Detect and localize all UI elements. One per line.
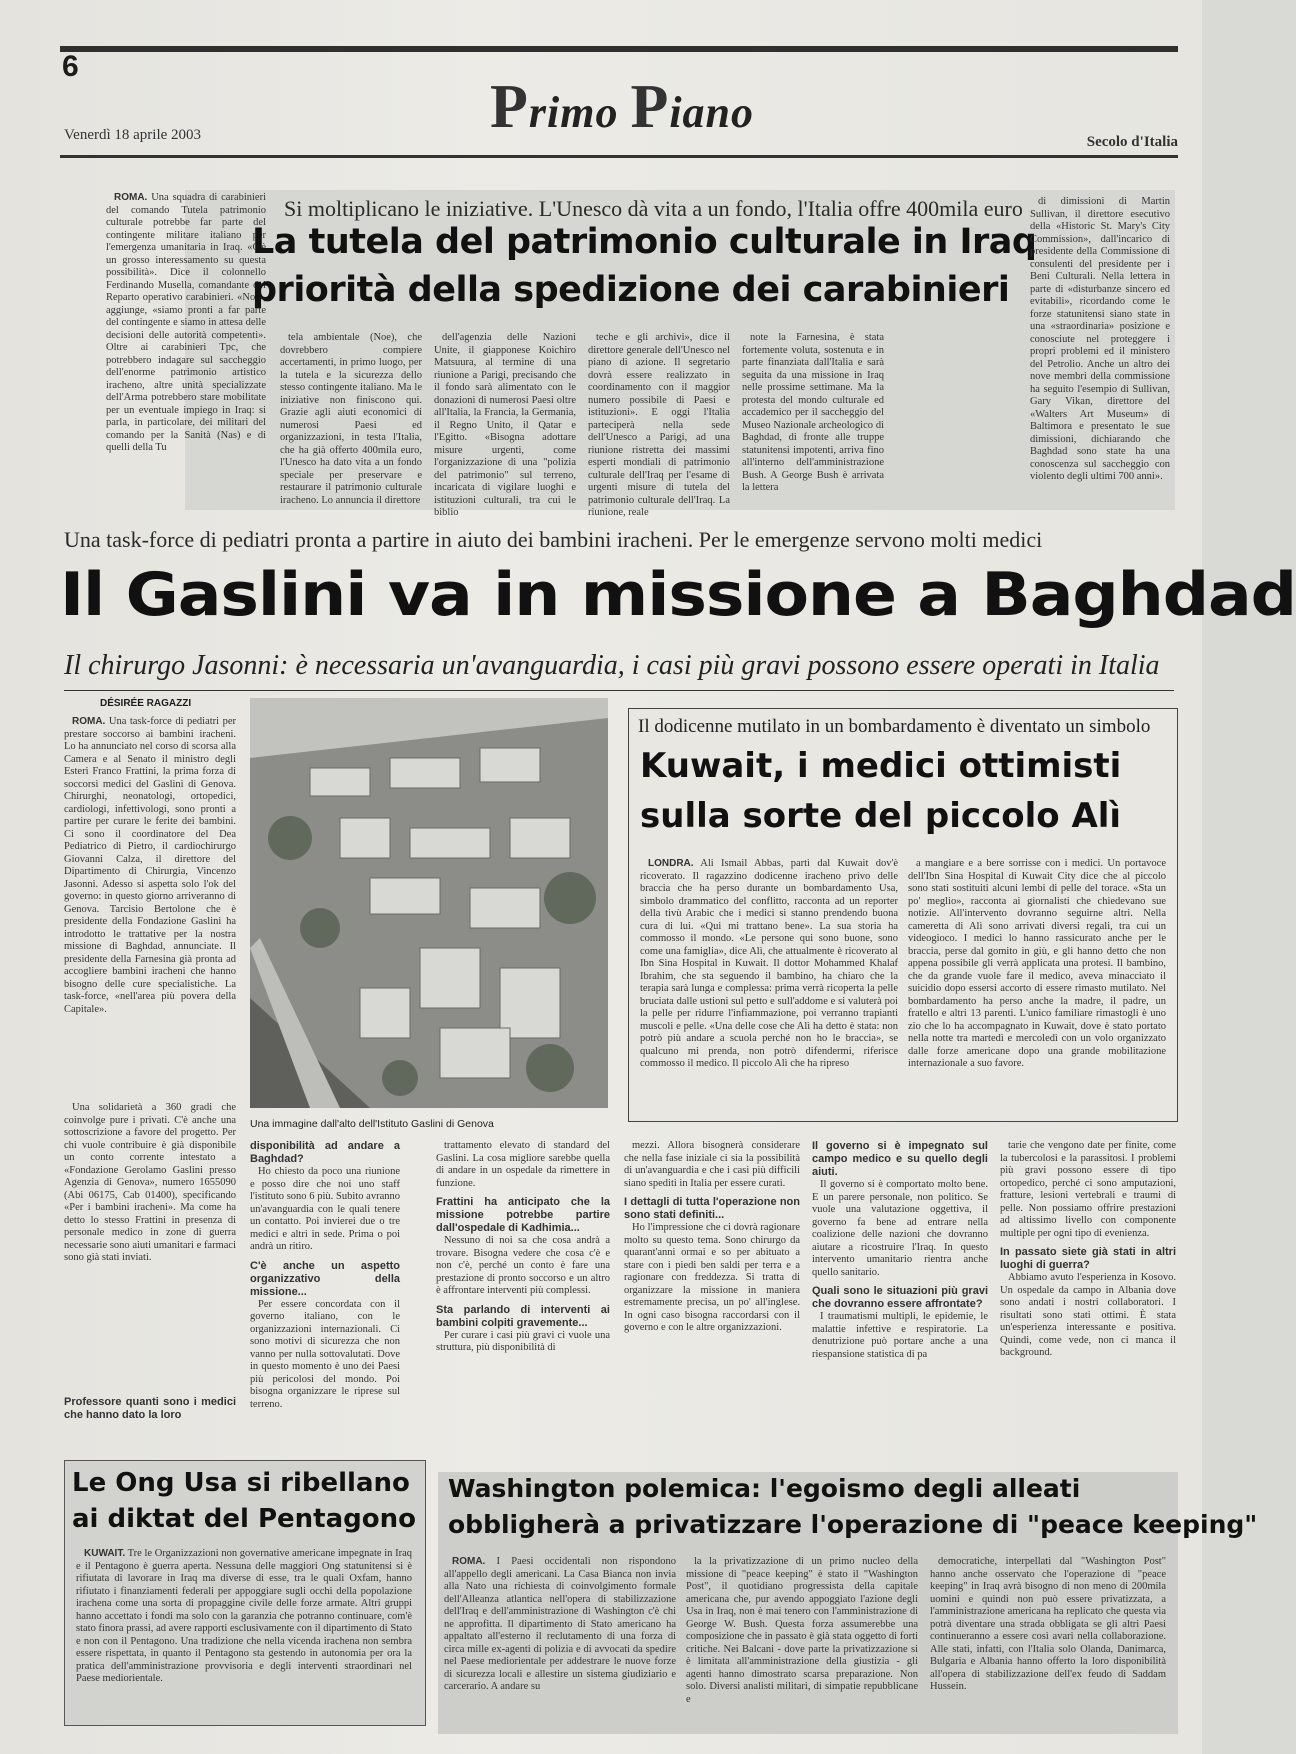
- header-rule: [60, 155, 1178, 158]
- answer-7: I traumatismi multipli, le epidemie, le malattie infettive e respiratorie. La denutrizione può portare anche a una riespansione statistica di pa: [812, 1311, 988, 1360]
- story5-lead: ROMA.: [452, 1556, 486, 1567]
- story1-text-left: Una squadra di carabinieri del comando Tutela patrimonio culturale potrebbe far parte del contingente militare italiano per l'emergenza umanitaria in Iraq. «C'è un grosso interessamento su questa possibilità». Dice il colonnello Ferdinando Musella, comandante del Reparto operativo carabinieri. «Noi», aggiunge, «siamo pronti a far parte del contingente e siamo in attesa delle decisioni delle autorità competenti». Oltre ai carabinieri Tpc, che potrebbero indagare sul saccheggio dell'enorme patrimonio artistico iracheno, altre unità specializzate dell'Arma potrebbero stare mobilitate per un eventuale impiego in Iraq: si parla, in particolare, dei militari del comando per la Sanità (Nas) e di quelli della Tu: [106, 192, 267, 453]
- question-5: I dettagli di tutta l'operazione non sono stati definiti...: [624, 1196, 800, 1221]
- question-6: Il governo si è impegnato sul campo medico e su quello degli aiuti.: [812, 1140, 988, 1178]
- story4-text: Tre le Organizzazioni non governative americane impegnate in Iraq e il Pentagono è guerra aperta. Nessuna delle maggiori Ong statunitensi si è rifiutata di lavorare in Iraq ma diverse di esse, tra le quali Oxfam, hanno rifiutato i finanziamenti federali per appoggiare sugli occhi della popolazione irachena come una sorta di propaggine civile delle forze armate. Altri gruppi hanno accettato i fondi ma solo con la garanzia che potranno continuare, com'è stato finora prassi, ad avere rapporti esclusivamente con il dipartimento di Stato e non con il Pentagono. Una tradizione che nella vicenda irachena non sembra essere rispettata, in quanto il Pentagono sta gestendo in autonomia per ora la pratica dell'amministrazione provvisoria e degli interventi straordinari nel Paese mediorientale.: [76, 1548, 412, 1684]
- story1-text-3: dell'agenzia delle Nazioni Unite, il giapponese Koichiro Matsuura, al termine di una riunione a Parigi, precisando che il fondo sarà alimentato con le donazioni di numerosi Paesi oltre all'Italia, la Francia, la Germania, il Regno Unito, il Qatar e l'Egitto. «Bisogna adottare misure urgenti, come l'organizzazione di una "polizia del patrimonio" sul terreno, incaricata di vigilare luoghi e istituzioni culturali, tra cui le biblio: [434, 332, 576, 518]
- story5-text-1: I Paesi occidentali non rispondono all'appello degli americani. La Casa Bianca non invia alla Nato una richiesta di coinvolgimento formale dell'Alleanza atlantica nell'opera di stabilizzazione dell'Iraq e dell'amministrazione di Washington c'è chi ne approfitta. Il dipartimento di Stato americano ha appaltato all'esterno il reclutamento di una forza di circa mille ex-agenti di polizia e di avvocati da spedire nel Paese mediorientale per addestrare le nuove forze di sicurezza locali e allestire un sistema giudiziario e carcerario. A andare su: [444, 1556, 676, 1692]
- story3-headline-1: Kuwait, i medici ottimisti: [640, 746, 1122, 786]
- question-1: Professore quanti sono i medici che hanno dato la loro: [64, 1396, 236, 1421]
- story1-text-6: di dimissioni di Martin Sullivan, il direttore esecutivo della «Historic St. Mary's City Commission», dall'incarico di presidente della Commissione di consulenti del presidente per i Beni Culturali. Nella lettera in parte di «disturbanze sincero ed evitabili», ricordando come le forze statunitensi siano state in una «straordinaria» posizione e conosciute nel proteggere i propri problemi ed il ministero del Petrolio. Anche un altro dei nove membri della commissione ha seguito l'esempio di Sullivan, Gary Vikan, direttore del «Walters Art Museum» di Baltimora e presentato le sue dimissioni, dichiarando che Baghdad sono state ha una conoscenza sul saccheggio con violento degli ultimi 700 anni».: [1030, 196, 1170, 482]
- story4-headline-1: Le Ong Usa si ribellano: [72, 1468, 410, 1498]
- story2-qa-col-5: [812, 1140, 988, 1430]
- section-initial-2: P: [630, 73, 670, 141]
- answer-3: Nessuno di noi sa che cosa andrà a trovare. Bisogna vedere che cosa c'è e non c'è, perché un conto è fare una prestazione di pronto soccorso e un altro è affrontare interventi più complessi.: [436, 1235, 610, 1296]
- story1-col-left: [106, 192, 266, 514]
- story4-headline-2: ai diktat del Pentagono: [72, 1504, 417, 1534]
- story1-headline-2: priorità della spedizione dei carabinieri: [252, 270, 1010, 310]
- section-word-2: iano: [669, 88, 755, 137]
- story5-text-2: la la privatizzazione di un primo nucleo della missione di "peace keeping" è stato il "Washington Post", il quotidiano progressista della capitale americana che, pur avendo appoggiato l'azione degli Usa in Iraq, non è mai tenero con l'amministrazione di George W. Bush. Questa forza assumerebbe una composizione che in passato è già stata oggetto di forti critiche. Nei Balcani - dove parte la privatizzazione si è limitata all'amministrazione della giustizia - gli agenti hanno dimostrato scarsa preparazione. Non solo. Diversi analisti militari, di simpatie repubblicane e: [686, 1556, 918, 1705]
- story2-lead: ROMA.: [72, 716, 106, 727]
- answer-2-cont: trattamento elevato di standard del Gaslini. La cosa migliore sarebbe quella di andare in un ospedale da rimettere in funzione.: [436, 1140, 610, 1189]
- story3-headline-2: sulla sorte del piccolo Alì: [640, 796, 1122, 836]
- answer-4: Per curare i casi più gravi ci vuole una struttura, più disponibilità di: [436, 1329, 610, 1353]
- question-7: Quali sono le situazioni più gravi che dovranno essere affrontate?: [812, 1285, 988, 1310]
- section-word-1: rimo: [528, 88, 631, 137]
- story3-text-1: Ali Ismail Abbas, partì dal Kuwait dov'è ricoverato. Il ragazzino dodicenne iracheno privo delle braccia che ha perso durante un bombardamento Usa, simbolo drammatico del conflitto, racconta ad un reporter della tivù Arabic che i medici si stanno prendendo buona cura di lui. «Qui mi trattano bene». La sua storia ha commosso il mondo. «Le persone qui sono buone, sono come una famiglia», dice Alì, che attualmente è ricoverato al Ibn Sina Hospital in Kuwait. Il dottor Mohammed Khalaf Ibrahim, che sta seguendo il bambino, ha chiaro che la terapia sarà lunga e complessa: prima verrà ricoperta la pelle bruciata dalle ustioni sul petto e sull'addome e si valuterà poi la pelle per ridurre l'infiammazione, poi verranno trapianti muscoli e pelle. «Una delle cose che Alì ha detto è stata: non potrò più andare a scuola perché non ho le braccia», se qualcuno mi prenda, non potrò difendermi, riferisce commosso il medico. Il piccolo Alì che ha ripreso: [640, 858, 898, 1069]
- story2-qa-col-6: [1000, 1140, 1176, 1440]
- story3-col-1: [640, 858, 898, 1112]
- story2-text-1b: Una solidarietà a 360 gradi che coinvolge pure i privati. C'è anche una sottoscrizione a favore del progetto. Per chi vuole contribuire è già disponibile un conto corrente intestato a «Fondazione Gerolamo Gaslini presso Agenzia di Genova», numero 1655090 (Abi 06175, Cab 01400), specificando «Per i bambini iracheni». Ma come ha detto lo stesso Frattini in presenza di personale medico in zone di guerra necessarie sono aiuti umanitari e farmaci sono già stati inviati.: [64, 1102, 236, 1263]
- story3-lead: LONDRA.: [648, 858, 694, 869]
- answer-2: Per essere concordata con il governo italiano, con le organizzazioni internazionali. Ci sono motivi di sicurezza che non vanno per nulla sottovalutati. Dove in questo momento è uno dei Paesi più pericolosi del mondo. Poi bisogna organizzare le riprese sul terreno.: [250, 1298, 400, 1410]
- story1-col-2: [280, 332, 422, 506]
- story1-text-2: tela ambientale (Noe), che dovrebbero compiere accertamenti, in primo luogo, per la tutela e la sicurezza dello stesso contingente italiano. Ma le iniziative non finiscono qui. Grazie agli aiuti economici di numerosi Paesi ed organizzazioni, in testa l'Italia, che ha già offerto 400mila euro, l'Unesco ha dato vita a un fondo speciale per preservare e restaurare il patrimonio culturale iracheno. Lo annuncia il direttore: [280, 332, 422, 506]
- page-number: 6: [62, 50, 79, 83]
- question-3: Frattini ha anticipato che la missione potrebbe partire dall'ospedale di Kadhimia...: [436, 1196, 610, 1234]
- story2-kicker: Una task-force di pediatri pronta a partire in aiuto dei bambini iracheni. Per le emergenze servono molti medici: [64, 527, 1043, 552]
- answer-8: Abbiamo avuto l'esperienza in Kosovo. Un ospedale da campo in Albania dove sono andati i nostri collaboratori. I risultati sono stati ottimi. È stata un'esperienza interessante e positiva. Quindi, come vede, non ci manca il background.: [1000, 1272, 1176, 1358]
- story5-col-1: [444, 1556, 676, 1728]
- section-initial-1: P: [490, 73, 529, 141]
- story5-headline-2: obbligherà a privatizzare l'operazione di "peace keeping": [448, 1510, 1258, 1539]
- story2-col-1: [64, 716, 236, 1106]
- story4-body: [76, 1548, 412, 1716]
- story2-headline: Il Gaslini va in missione a Baghdad: [60, 560, 1296, 630]
- story1-text-5: note la Farnesina, è stata fortemente voluta, sostenuta e in parte finanziata dall'Italia e sarà seguita da una missione in Iraq nelle prossime settimane. Ma la protesta del mondo culturale ed accademico per il saccheggio del Museo Nazionale archeologico di Baghdad, di fronte alle truppe statunitensi impotenti, arriva fino all'interno dell'amministrazione Bush. A George Bush è arrivata la lettera: [742, 332, 884, 493]
- story3-kicker: Il dodicenne mutilato in un bombardamento è diventato un simbolo: [638, 716, 1151, 737]
- answer-7-cont: tarie che vengono date per finite, come la tubercolosi e la parassitosi. I problemi più gravi possono essere di tipo ortopedico, perché ci sono amputazioni, fratture, lesioni vertebrali e traumi di pelle. Non possiamo offrire prestazioni ad altissimo livello con componente multiple per ogni tipo di evenienza.: [1000, 1140, 1176, 1239]
- story2-text-1: Una task-force di pediatri per prestare soccorso ai bambini iracheni. Lo ha annunciato nel corso di scorsa alla Camera e al Senato il ministro degli Esteri Franco Frattini, la prima forza di soccorsi medici del Gaslini di Genova. Chirurghi, neonatologi, ortopedici, cardiologi, infettivologi, sono pronti a partire per curare le ferite dei bambini. Ci sono il coordinatore del Dea Pediatrico di Pietro, il cardiochirurgo Giovanni Calza, il direttore del Dipartimento di Chirurgia, Vincenzo Jasonni. Adesso si aspetta solo l'ok del governo: in questo giorno arriveranno di Genova. Tarcisio Bertolone che è presidente della Fondazione Gaslini ha introdotto le trattative per la nostra missione di Baghdad, annunciate. Il presidente della Farnesina già pronta ad accogliere bambini iracheni che hanno bisogno delle cure specialistiche. La task-force, «nell'area più povera della Capitale».: [64, 716, 236, 1015]
- question-4: Sta parlando di interventi ai bambini colpiti gravemente...: [436, 1303, 610, 1329]
- story3-text-2: a mangiare e a bere sorrisse con i medici. Un portavoce dell'Ibn Sina Hospital di Kuwait City dice che al piccolo sono stati sostituiti alcuni lembi di pelle del torace. «Sta un po' meglio», racconta ai giornalisti che chiedevano sue notizie. All'intervento dovranno seguirne altri. Nella cameretta di Alì sono arrivati diversi regali, tra cui un videogioco. I medici lo hanno rassicurato anche per le braccia, perse dal gomito in giù, e gli hanno detto che non appena possibile gli verrà applicata una protesi. Il bambino, che da grande vuole fare il medico, aveva minacciato il suicidio dopo essersi accorto di essere rimasto mutilato. Nel bombardamento ha perso anche la madre, il padre, un fratello e altri 13 parenti. L'unico familiare rimastogli è uno zio che lo ha accompagnato in Kuwait, dove è stato portato nella notte tra martedì e mercoledì con un volo organizzato dalle forze americane dopo una grande mobilitazione internazionale a suo favore.: [908, 858, 1166, 1069]
- newspaper-name: Secolo d'Italia: [1086, 134, 1178, 150]
- story5-text-3: democratiche, interpellati dal "Washington Post" hanno anche osservato che l'operazione di "peace keeping" in Iraq avrà bisogno di non meno di 200mila uomini e quindi non può essere privatizzata, a l'amministrazione americana ha replicato che questa via potrà diventare una strada obbligata se gli altri Paesi continueranno a essere così avari nella collaborazione. Alle stati, infatti, con l'Italia solo Olanda, Danimarca, Bulgaria e Albania hanno offerto la loro disponibilità all'opera di stabilizzazione dell'ex feudo di Saddam Hussein.: [930, 1556, 1166, 1692]
- answer-4-cont: mezzi. Allora bisognerà considerare che nella fase iniziale ci sia la possibilità di un'avanguardia e che i casi più difficili siano spediti in Italia per essere curati.: [624, 1140, 800, 1189]
- story2-rule: [64, 690, 1174, 691]
- answer-6: Il governo si è comportato molto bene. E un parere personale, non politico. Se vuole una valutazione oggettiva, il governo fa bene ad entrare nella coalizione delle nazioni che dovranno aiutare a ricostruire l'Iraq. In questo intervento umanitario rientra anche quello sanitario.: [812, 1179, 988, 1278]
- story3-col-2: [908, 858, 1166, 1112]
- story2-col-1b: [64, 1102, 236, 1392]
- story5-col-3: [930, 1556, 1166, 1728]
- story1-headline-1: La tutela del patrimonio culturale in Iraq: [252, 222, 1037, 262]
- story1-kicker: Si moltiplicano le iniziative. L'Unesco dà vita a un fondo, l'Italia offre 400mila euro: [284, 196, 1023, 221]
- story4-lead: KUWAIT.: [84, 1548, 126, 1559]
- story2-q1: [64, 1396, 236, 1430]
- story1-col-3: [434, 332, 576, 518]
- story1-text-4: teche e gli archivi», dice il direttore generale dell'Unesco nel piano di azione. Il segretario dovrà essere realizzato in coordinamento con il maggior numero possibile di Paesi e istituzioni». E oggi l'Italia parteciperà nella sede dell'Unesco a Parigi, ad una riunione ristretta dei massimi esperti mondiali di patrimonio culturale dell'Iraq per l'esame di urgenti misure di tutela del patrimonio culturale dell'Iraq. La riunione, reale: [588, 332, 730, 518]
- story1-col-6: [1030, 196, 1170, 506]
- story2-subhead: Il chirurgo Jasonni: è necessaria un'avanguardia, i casi più gravi possono essere operati in Italia: [64, 650, 1160, 681]
- question-8: In passato siete già stati in altri luoghi di guerra?: [1000, 1246, 1176, 1271]
- gaslini-aerial-photo: [250, 698, 608, 1108]
- story2-qa-col-4: [624, 1140, 800, 1430]
- photo-illustration: [250, 698, 608, 1108]
- story5-col-2: [686, 1556, 918, 1728]
- story2-qa-col-3: [436, 1140, 610, 1430]
- top-rule: [60, 46, 1178, 52]
- story1-col-5: [742, 332, 884, 500]
- date-line: Venerdì 18 aprile 2003: [64, 127, 202, 143]
- question-1-cont: disponibilità ad andare a Baghdad?: [250, 1140, 400, 1165]
- photo-caption: Una immagine dall'alto dell'Istituto Gaslini di Genova: [250, 1118, 494, 1130]
- story5-headline-1: Washington polemica: l'egoismo degli alleati: [448, 1474, 1081, 1503]
- story1-col-4: [588, 332, 730, 518]
- story1-lead: ROMA.: [114, 192, 148, 203]
- story2-byline: DÉSIRÉE RAGAZZI: [100, 698, 192, 709]
- answer-1: Ho chiesto da poco una riunione e posso dire che noi uno staff l'istituto sono 6 più. Subito avranno un'avanguardia con le quali tenere un contatto. Poi invierei due o tre medici e altri in sede. Prima o poi andrà un ritiro.: [250, 1166, 400, 1252]
- section-title: [490, 72, 754, 143]
- question-2: C'è anche un aspetto organizzativo della missione...: [250, 1259, 400, 1298]
- answer-5: Ho l'impressione che ci dovrà ragionare molto su questo tema. Sono chirurgo da quarant'anni ormai e so per abituato a stare con i piedi ben saldi per terra e a ragionare con freddezza. Si tratta di organizzare la missione in maniera estremamente precisa, un po' all'inglese. In ogni caso bisogna raccordarsi con il governo e con le altre organizzazioni.: [624, 1222, 800, 1333]
- story2-qa-col-2: [250, 1140, 400, 1430]
